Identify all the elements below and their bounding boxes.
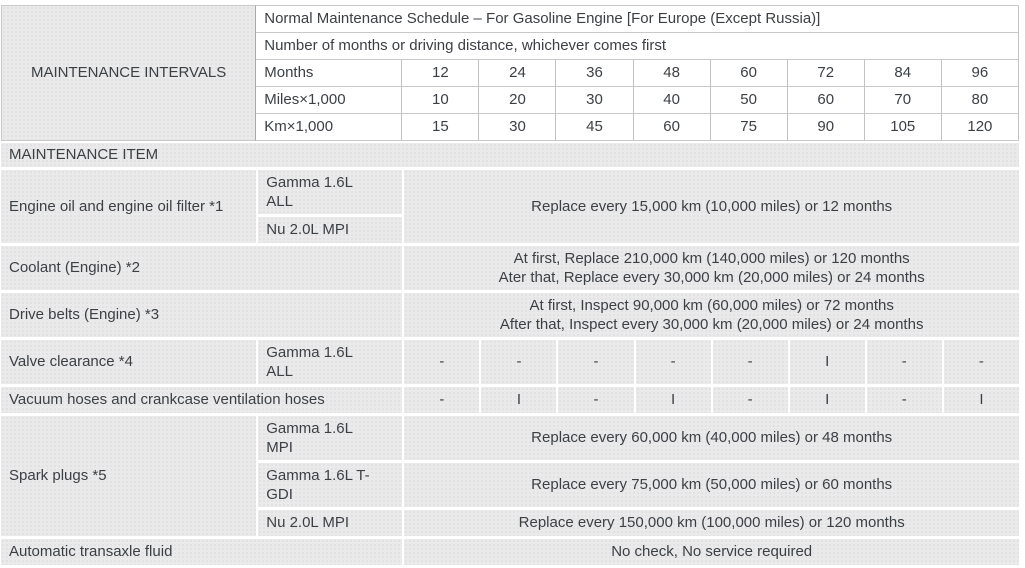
interval-value-cell: 60 — [634, 114, 711, 141]
item-name-cell: Coolant (Engine) *2 — [1, 246, 402, 293]
maintenance-item-row — [1, 416, 1019, 463]
item-name-cell: Vacuum hoses and crankcase ventilation hoses — [1, 387, 402, 416]
interval-value-cell: 80 — [942, 87, 1019, 114]
inspect-mark-cell: I — [634, 387, 711, 416]
maintenance-item-row — [1, 340, 1019, 387]
no-service-mark-cell: - — [556, 387, 633, 416]
schedule-table — [1, 5, 1019, 568]
interval-value-cell: 48 — [634, 60, 711, 87]
action-cell: Replace every 60,000 km (40,000 miles) or 48 months — [402, 416, 1019, 463]
interval-value-cell: 12 — [402, 60, 479, 87]
inspect-mark-cell: I — [942, 387, 1019, 416]
interval-value-cell: 96 — [942, 60, 1019, 87]
interval-unit-label: Months — [256, 60, 402, 87]
no-service-mark-cell: - — [942, 340, 1019, 387]
no-service-mark-cell: - — [556, 340, 633, 387]
section-header-row — [1, 141, 1019, 170]
schedule-title: Normal Maintenance Schedule – For Gasoline Engine [For Europe (Except Russia)] — [256, 5, 1019, 33]
action-cell: At first, Replace 210,000 km (140,000 miles) or 120 months Ater that, Replace every 30,000 km (20,000 miles) or 24 months — [402, 246, 1019, 293]
engine-variant-cell: Gamma 1.6L T- GDI — [256, 463, 402, 510]
action-cell: Replace every 150,000 km (100,000 miles) or 120 months — [402, 510, 1019, 539]
item-name-cell: Spark plugs *5 — [1, 416, 256, 539]
no-service-mark-cell: - — [865, 340, 942, 387]
no-service-mark-cell: - — [402, 340, 479, 387]
engine-variant-cell: Nu 2.0L MPI — [256, 217, 402, 246]
no-service-mark-cell: - — [711, 340, 788, 387]
schedule-subtitle: Number of months or driving distance, whichever comes first — [256, 33, 1019, 60]
item-name-cell: Automatic transaxle fluid — [1, 539, 402, 568]
interval-unit-label: Km×1,000 — [256, 114, 402, 141]
inspect-mark-cell: I — [788, 387, 865, 416]
header-row-title — [1, 5, 1019, 33]
interval-value-cell: 36 — [556, 60, 633, 87]
interval-value-cell: 10 — [402, 87, 479, 114]
interval-value-cell: 60 — [711, 60, 788, 87]
engine-variant-cell: Gamma 1.6L ALL — [256, 340, 402, 387]
no-service-mark-cell: - — [634, 340, 711, 387]
no-service-mark-cell: - — [402, 387, 479, 416]
interval-value-cell: 84 — [865, 60, 942, 87]
interval-value-cell: 15 — [402, 114, 479, 141]
action-cell: Replace every 15,000 km (10,000 miles) or 12 months — [402, 170, 1019, 246]
interval-value-cell: 30 — [556, 87, 633, 114]
interval-value-cell: 70 — [865, 87, 942, 114]
interval-value-cell: 50 — [711, 87, 788, 114]
maintenance-intervals-label: MAINTENANCE INTERVALS — [1, 5, 256, 141]
maintenance-item-row — [1, 539, 1019, 568]
maintenance-item-row — [1, 246, 1019, 293]
interval-value-cell: 30 — [479, 114, 556, 141]
inspect-mark-cell: I — [788, 340, 865, 387]
engine-variant-cell: Nu 2.0L MPI — [256, 510, 402, 539]
item-name-cell: Valve clearance *4 — [1, 340, 256, 387]
maintenance-item-row — [1, 387, 1019, 416]
maintenance-item-row — [1, 293, 1019, 340]
engine-variant-cell: Gamma 1.6L MPI — [256, 416, 402, 463]
interval-value-cell: 40 — [634, 87, 711, 114]
interval-value-cell: 72 — [788, 60, 865, 87]
action-cell: Replace every 75,000 km (50,000 miles) or 60 months — [402, 463, 1019, 510]
no-service-mark-cell: - — [865, 387, 942, 416]
interval-value-cell: 60 — [788, 87, 865, 114]
interval-unit-label: Miles×1,000 — [256, 87, 402, 114]
item-name-cell: Engine oil and engine oil filter *1 — [1, 170, 256, 246]
interval-value-cell: 120 — [942, 114, 1019, 141]
item-name-cell: Drive belts (Engine) *3 — [1, 293, 402, 340]
no-service-mark-cell: - — [711, 387, 788, 416]
interval-value-cell: 24 — [479, 60, 556, 87]
engine-variant-cell: Gamma 1.6L ALL — [256, 170, 402, 217]
maintenance-item-row — [1, 170, 1019, 217]
action-cell: At first, Inspect 90,000 km (60,000 miles) or 72 months After that, Inspect every 30,000 km (20,000 miles) or 24 months — [402, 293, 1019, 340]
interval-value-cell: 105 — [865, 114, 942, 141]
no-service-mark-cell: - — [479, 340, 556, 387]
maintenance-item-label: MAINTENANCE ITEM — [1, 141, 1019, 170]
interval-value-cell: 75 — [711, 114, 788, 141]
interval-value-cell: 90 — [788, 114, 865, 141]
action-cell: No check, No service required — [402, 539, 1019, 568]
interval-value-cell: 45 — [556, 114, 633, 141]
inspect-mark-cell: I — [479, 387, 556, 416]
interval-value-cell: 20 — [479, 87, 556, 114]
